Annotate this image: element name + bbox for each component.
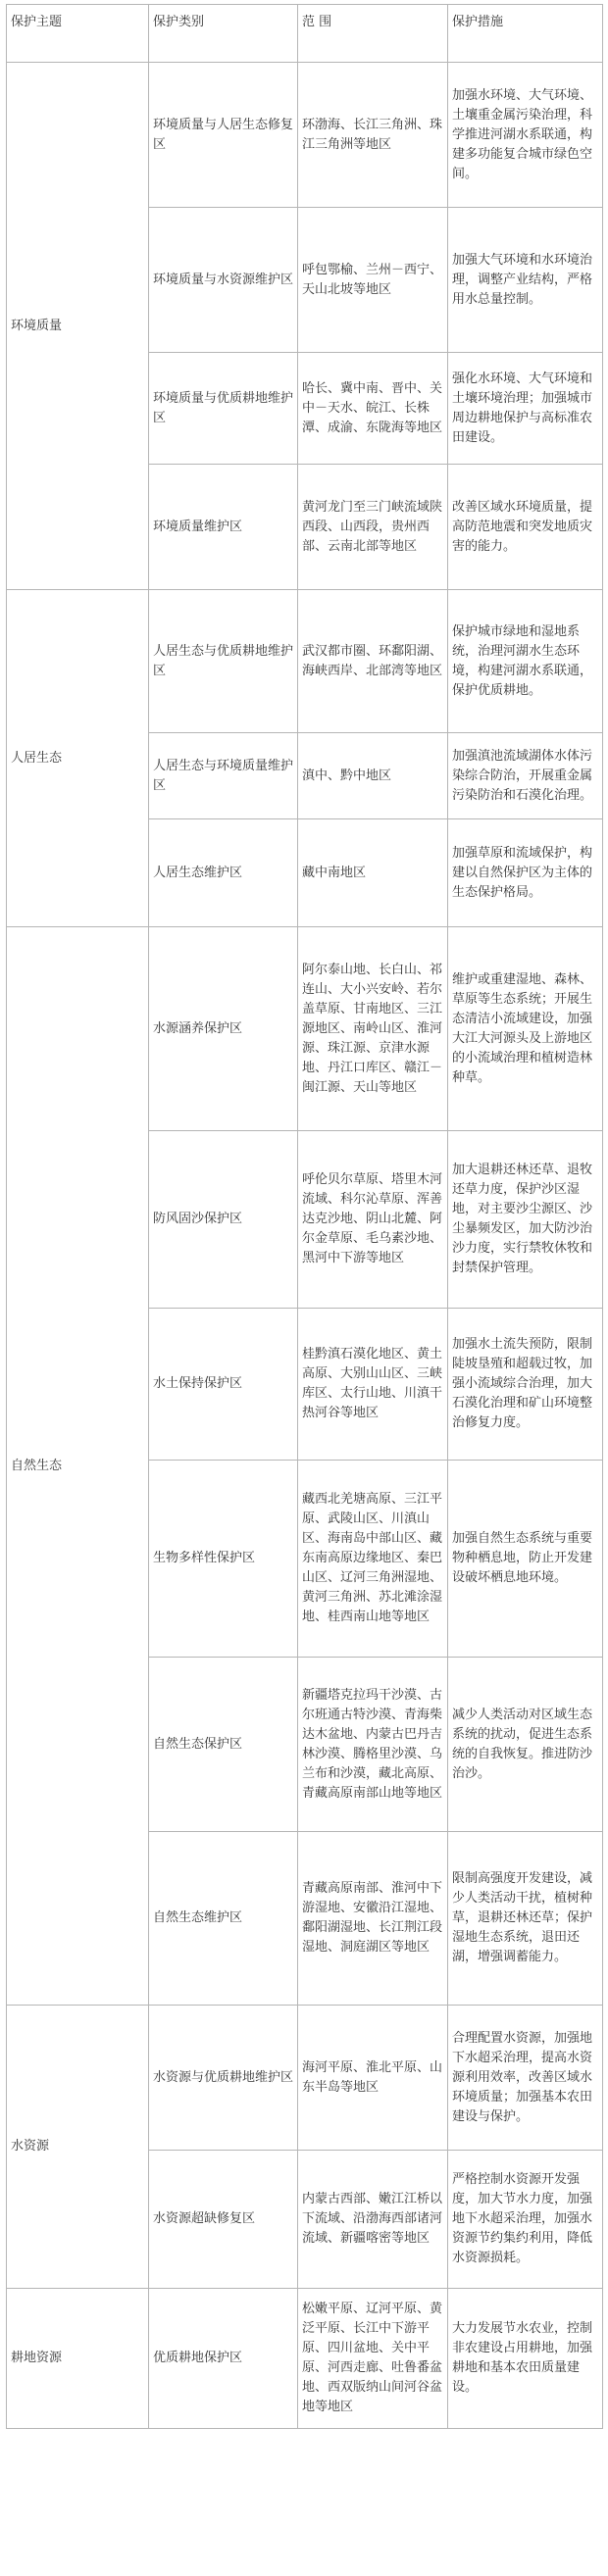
table-row [7,2006,603,2151]
table-row [7,2289,603,2429]
category-cell: 自然生态保护区 [149,1658,298,1832]
measure-cell: 改善区域水环境质量，提高防范地震和突发地质灾害的能力。 [448,465,603,590]
measure-cell: 加强草原和流域保护，构建以自然保护区为主体的生态保护格局。 [448,819,603,927]
scope-cell: 环渤海、长江三角洲、珠江三角洲等地区 [298,63,448,208]
measure-cell: 强化水环境、大气环境和土壤环境治理；加强城市周边耕地保护与高标准农田建设。 [448,353,603,465]
theme-cell: 自然生态 [7,927,149,2006]
category-cell: 环境质量与水资源维护区 [149,208,298,353]
measure-cell: 加强滇池流域湖体水体污染综合防治，开展重金属污染防治和石漠化治理。 [448,733,603,819]
measure-cell: 维护或重建湿地、森林、草原等生态系统；开展生态清洁小流域建设，加强大江大河源头及上游地区的小流域治理和植树造林种草。 [448,927,603,1131]
scope-cell: 武汉都市圈、环鄱阳湖、海峡西岸、北部湾等地区 [298,590,448,733]
measure-cell: 合理配置水资源，加强地下水超采治理，提高水资源利用效率，改善区域水环境质量；加强基本农田建设与保护。 [448,2006,603,2151]
category-cell: 人居生态维护区 [149,819,298,927]
measure-cell: 加强水环境、大气环境、土壤重金属污染治理，科学推进河湖水系联通，构建多功能复合城市绿色空间。 [448,63,603,208]
category-cell: 水资源与优质耕地维护区 [149,2006,298,2151]
category-cell: 水土保持保护区 [149,1309,298,1461]
theme-cell: 水资源 [7,2006,149,2289]
scope-cell: 藏西北羌塘高原、三江平原、武陵山区、川滇山区、海南岛中部山区、藏东南高原边缘地区、秦巴山区、辽河三角洲湿地、黄河三角洲、苏北滩涂湿地、桂西南山地等地区 [298,1461,448,1658]
scope-cell: 内蒙古西部、嫩江江桥以下流域、沿渤海西部诸河流域、新疆喀密等地区 [298,2151,448,2289]
table-row [7,590,603,733]
scope-cell: 青藏高原南部、淮河中下游湿地、安徽沿江湿地、鄱阳湖湿地、长江荆江段湿地、洞庭湖区等地区 [298,1832,448,2006]
scope-cell: 桂黔滇石漠化地区、黄土高原、大别山山区、三峡库区、太行山地、川滇干热河谷等地区 [298,1309,448,1461]
measure-cell: 加强大气环境和水环境治理，调整产业结构，严格用水总量控制。 [448,208,603,353]
header-category: 保护类别 [149,5,298,63]
theme-cell: 耕地资源 [7,2289,149,2429]
measure-cell: 加强自然生态系统与重要物种栖息地，防止开发建设破坏栖息地环境。 [448,1461,603,1658]
category-cell: 自然生态维护区 [149,1832,298,2006]
scope-cell: 阿尔泰山地、长白山、祁连山、大小兴安岭、若尔盖草原、甘南地区、三江源地区、南岭山区、淮河源、珠江源、京津水源地、丹江口库区、赣江－闽江源、天山等地区 [298,927,448,1131]
category-cell: 环境质量维护区 [149,465,298,590]
scope-cell: 黄河龙门至三门峡流域陕西段、山西段，贵州西部、云南北部等地区 [298,465,448,590]
category-cell: 水源涵养保护区 [149,927,298,1131]
measure-cell: 保护城市绿地和湿地系统，治理河湖水生态环境，构建河湖水系联通，保护优质耕地。 [448,590,603,733]
measure-cell: 大力发展节水农业，控制非农建设占用耕地，加强耕地和基本农田质量建设。 [448,2289,603,2429]
scope-cell: 呼包鄂榆、兰州－西宁、天山北坡等地区 [298,208,448,353]
theme-cell: 环境质量 [7,63,149,590]
measure-cell: 减少人类活动对区域生态系统的扰动，促进生态系统的自我恢复。推进防沙治沙。 [448,1658,603,1832]
table-header-row [7,5,603,63]
table-row [7,927,603,1131]
header-scope: 范 围 [298,5,448,63]
category-cell: 生物多样性保护区 [149,1461,298,1658]
measure-cell: 加强水土流失预防，限制陡坡垦殖和超载过牧，加强小流域综合治理，加大石漠化治理和矿山环境整治修复力度。 [448,1309,603,1461]
category-cell: 环境质量与人居生态修复区 [149,63,298,208]
measure-cell: 严格控制水资源开发强度，加大节水力度，加强地下水超采治理，加强水资源节约集约利用，降低水资源损耗。 [448,2151,603,2289]
category-cell: 水资源超缺修复区 [149,2151,298,2289]
scope-cell: 海河平原、淮北平原、山东半岛等地区 [298,2006,448,2151]
category-cell: 防风固沙保护区 [149,1131,298,1309]
scope-cell: 滇中、黔中地区 [298,733,448,819]
theme-cell: 人居生态 [7,590,149,927]
header-measure: 保护措施 [448,5,603,63]
measure-cell: 加大退耕还林还草、退牧还草力度，保护沙区湿地，对主要沙尘源区、沙尘暴频发区，加大防沙治沙力度，实行禁牧休牧和封禁保护管理。 [448,1131,603,1309]
category-cell: 人居生态与优质耕地维护区 [149,590,298,733]
protection-table [6,4,603,2429]
table-row [7,63,603,208]
measure-cell: 限制高强度开发建设，减少人类活动干扰，植树种草，退耕还林还草；保护湿地生态系统，退田还湖，增强调蓄能力。 [448,1832,603,2006]
scope-cell: 松嫩平原、辽河平原、黄泛平原、长江中下游平原、四川盆地、关中平原、河西走廊、吐鲁番盆地、西双版纳山间河谷盆地等地区 [298,2289,448,2429]
scope-cell: 新疆塔克拉玛干沙漠、古尔班通古特沙漠、青海柴达木盆地、内蒙古巴丹吉林沙漠、腾格里沙漠、乌兰布和沙漠，藏北高原、青藏高原南部山地等地区 [298,1658,448,1832]
category-cell: 人居生态与环境质量维护区 [149,733,298,819]
table-body [7,63,603,2429]
header-theme: 保护主题 [7,5,149,63]
scope-cell: 呼伦贝尔草原、塔里木河流域、科尔沁草原、浑善达克沙地、阴山北麓、阿尔金草原、毛乌素沙地、黑河中下游等地区 [298,1131,448,1309]
scope-cell: 藏中南地区 [298,819,448,927]
category-cell: 环境质量与优质耕地维护区 [149,353,298,465]
scope-cell: 哈长、冀中南、晋中、关中－天水、皖江、长株潭、成渝、东陇海等地区 [298,353,448,465]
category-cell: 优质耕地保护区 [149,2289,298,2429]
